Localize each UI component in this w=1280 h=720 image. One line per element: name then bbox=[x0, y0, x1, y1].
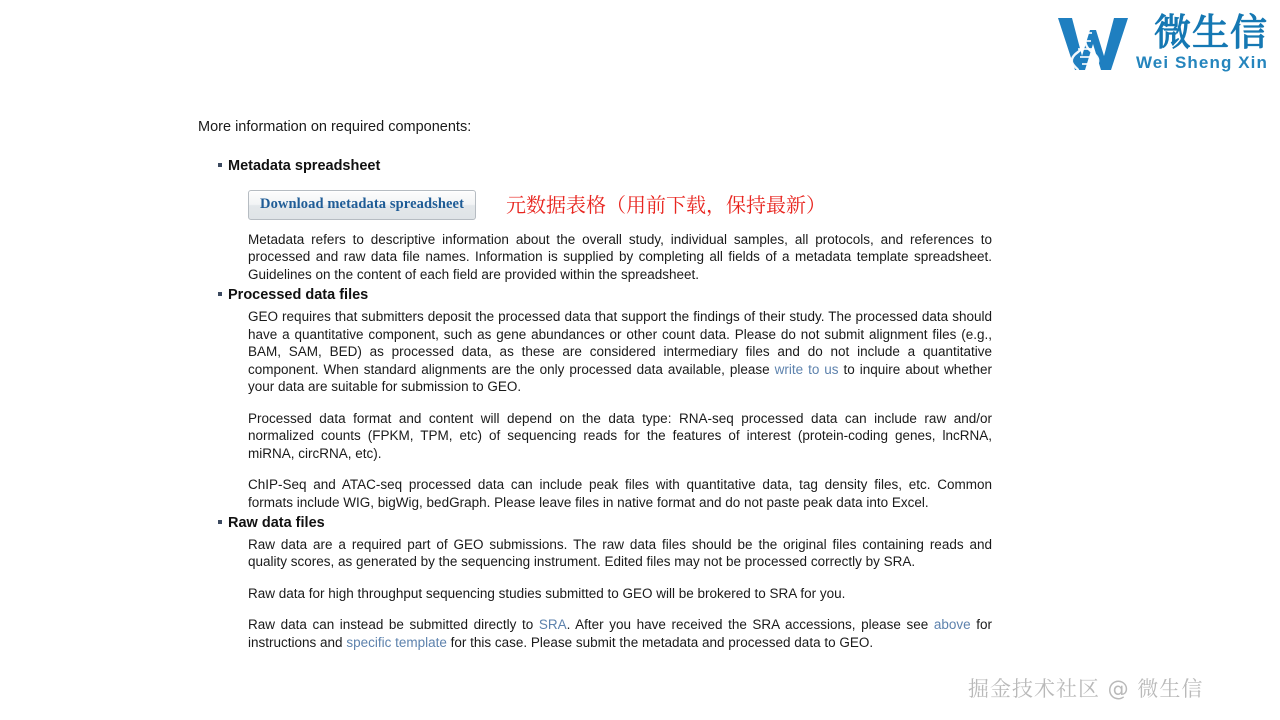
link-write-to-us[interactable]: write to us bbox=[774, 361, 839, 377]
paragraph-processed-1-text-b: to inquire about whether your data are suitable for submission to GEO. bbox=[248, 361, 992, 395]
link-specific-template[interactable]: specific template bbox=[346, 634, 447, 650]
link-sra[interactable]: SRA bbox=[538, 617, 567, 633]
section-heading-processed-data: Processed data files bbox=[228, 287, 369, 304]
site-logo bbox=[1056, 12, 1268, 74]
watermark-text: 掘金技术社区 @ 微生信 bbox=[968, 677, 1204, 701]
section-heading-metadata: Metadata spreadsheet bbox=[228, 158, 381, 175]
download-metadata-spreadsheet-button[interactable]: Download metadata spreadsheet bbox=[248, 190, 476, 220]
paragraph-processed-3: ChIP-Seq and ATAC-seq processed data can include peak files with quantitative data, tag density files, etc. Common formats include WIG, bigWig, bedGraph. Please leave files in native format and do not paste peak data into Excel. bbox=[248, 477, 992, 510]
list-item-raw-data-files bbox=[198, 513, 998, 651]
logo-chinese-name: 微生信 bbox=[1154, 11, 1268, 54]
paragraph-raw-2: Raw data for high throughput sequencing studies submitted to GEO will be brokered to SRA for you. bbox=[248, 585, 846, 601]
annotation-metadata-chinese: 元数据表格（用前下载，保持最新） bbox=[506, 192, 827, 217]
paragraph-raw-3-text-d: for this case. Please submit the metadata and processed data to GEO. bbox=[446, 634, 874, 650]
logo-wordmark bbox=[1135, 11, 1268, 73]
paragraph-raw-3-text-a: Raw data can instead be submitted directly to bbox=[248, 617, 539, 633]
logo-w-dna-icon bbox=[1056, 12, 1130, 74]
list-item-metadata-spreadsheet bbox=[198, 156, 998, 283]
paragraph-raw-3 bbox=[248, 616, 992, 651]
logo-pinyin: Wei Sheng Xin bbox=[1135, 52, 1268, 72]
paragraph-raw-1: Raw data are a required part of GEO submissions. The raw data files should be the original files containing reads and quality scores, as generated by the sequencing instrument. Edited files may not be processed correctly by SRA. bbox=[248, 536, 992, 570]
intro-text: More information on required components: bbox=[198, 119, 472, 135]
list-item-processed-data-files bbox=[198, 285, 998, 511]
required-components-list bbox=[198, 156, 998, 651]
section-heading-raw-data: Raw data files bbox=[228, 515, 325, 532]
link-above[interactable]: above bbox=[933, 617, 971, 633]
paragraph-processed-1 bbox=[248, 308, 992, 396]
metadata-download-row bbox=[248, 190, 998, 220]
paragraph-processed-2: Processed data format and content will depend on the data type: RNA-seq processed data can include raw and/or normalized counts (FPKM, TPM, etc) of sequencing reads for the features of interest (protein-coding genes, lncRNA, miRNA, circRNA, etc). bbox=[248, 410, 992, 461]
paragraph-metadata-description: Metadata refers to descriptive information about the overall study, individual samples, all protocols, and references to processed and raw data file names. Information is supplied by completing all fields of a metadata template spreadsheet. Guidelines on the content of each field are provided within the spreadsheet. bbox=[248, 231, 992, 282]
paragraph-raw-3-text-b: . After you have received the SRA accessions, please see bbox=[566, 617, 934, 633]
main-content bbox=[198, 117, 998, 653]
paragraph-processed-1-text-a: GEO requires that submitters deposit the processed data that support the findings of their study. The processed data should have a quantitative component, such as gene abundances or other count data. Please do not submit alignment files (e.g., BAM, SAM, BED) as processed data, as these are considered intermediary files and do not include a quantitative component. When standard alignments are the only processed data available, please bbox=[248, 309, 992, 377]
paragraph-raw-3-text-c: for instructions and bbox=[248, 617, 992, 650]
